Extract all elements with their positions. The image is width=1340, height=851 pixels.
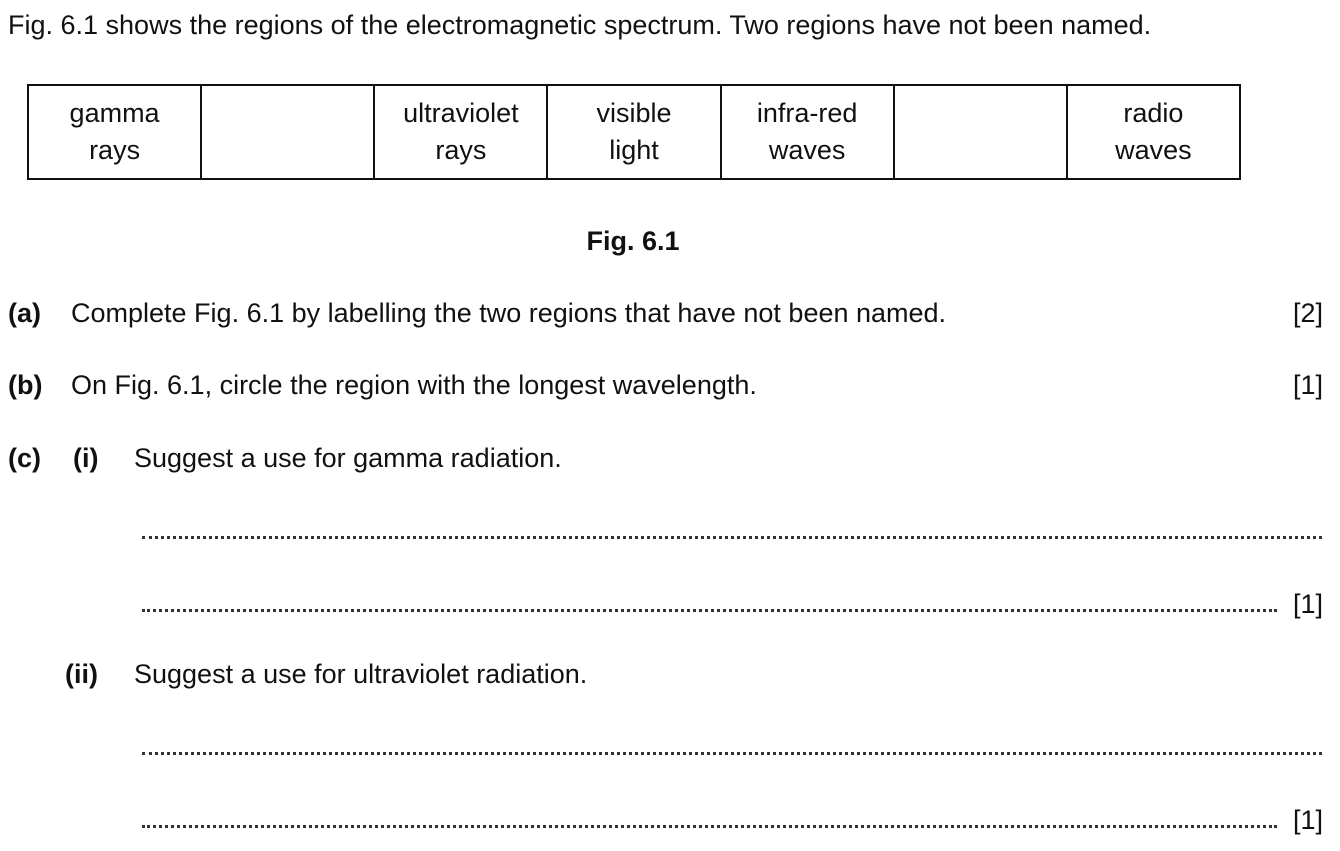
cell-text: rays: [89, 135, 141, 165]
question-c-ii-label: (ii): [65, 659, 98, 689]
question-b-label: (b): [8, 370, 43, 400]
cell-text: gamma: [69, 98, 160, 128]
cell-text: ultraviolet: [403, 98, 519, 128]
question-b-marks: [1]: [1292, 370, 1323, 400]
question-c-ii-marks: [1]: [1292, 805, 1323, 835]
cell-text: waves: [768, 135, 846, 165]
question-a-text: Complete Fig. 6.1 by labelling the two regions that have not been named.: [71, 298, 947, 328]
answer-line-c-i-2[interactable]: [142, 609, 1277, 612]
cell-text: light: [609, 135, 659, 165]
spectrum-cell-blank-1[interactable]: [201, 85, 374, 179]
question-c-label: (c): [8, 443, 41, 473]
spectrum-cell-gamma: [28, 85, 201, 179]
question-c-i-text: Suggest a use for gamma radiation.: [134, 443, 562, 473]
spectrum-cell-visible: [547, 85, 720, 179]
spectrum-cell-ultraviolet: [374, 85, 547, 179]
question-b-text: On Fig. 6.1, circle the region with the longest wavelength.: [71, 370, 757, 400]
spectrum-cell-blank-2[interactable]: [894, 85, 1067, 179]
question-c-ii-text: Suggest a use for ultraviolet radiation.: [134, 659, 588, 689]
intro-text: Fig. 6.1 shows the regions of the electromagnetic spectrum. Two regions have not been named.: [8, 10, 1152, 40]
answer-line-c-ii-2[interactable]: [142, 825, 1277, 828]
question-a-label: (a): [8, 298, 41, 328]
spectrum-cell-infrared: [721, 85, 894, 179]
cell-text: rays: [435, 135, 487, 165]
spectrum-table: [27, 84, 1241, 180]
spectrum-cell-radio: [1067, 85, 1240, 179]
cell-text: visible: [596, 98, 672, 128]
answer-line-c-ii-1[interactable]: [142, 752, 1322, 755]
cell-text: waves: [1115, 135, 1192, 165]
answer-line-c-i-1[interactable]: [142, 536, 1322, 539]
spectrum-row: [28, 85, 1240, 179]
question-c-i-label: (i): [73, 443, 99, 473]
figure-caption: Fig. 6.1: [586, 226, 680, 256]
question-a-marks: [2]: [1292, 298, 1323, 328]
cell-text: radio: [1123, 98, 1184, 128]
question-c-i-marks: [1]: [1292, 589, 1323, 619]
cell-text: infra-red: [756, 98, 858, 128]
